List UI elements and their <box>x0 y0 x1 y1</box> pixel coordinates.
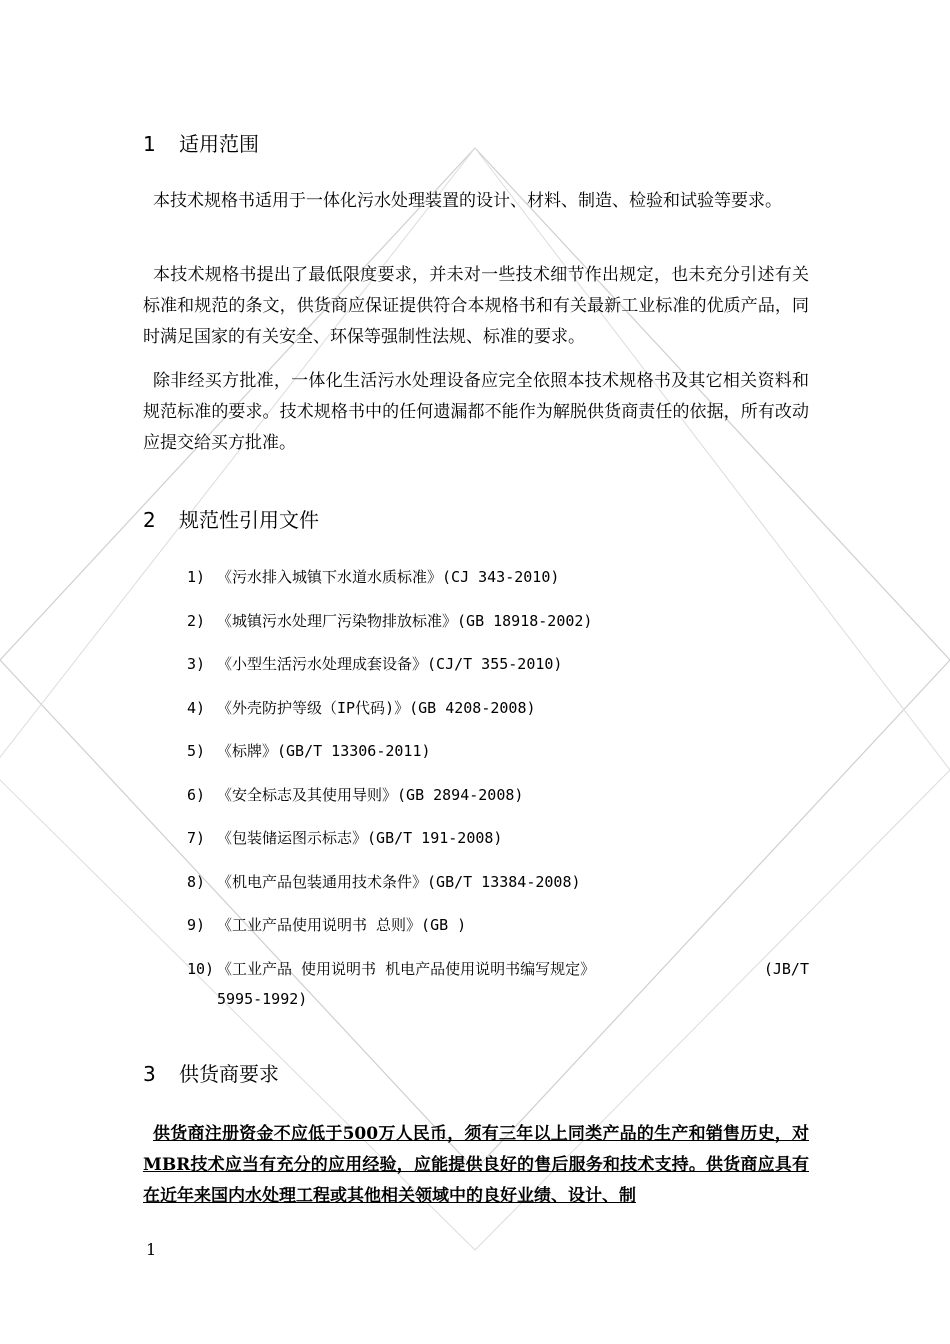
section-1-heading <box>143 128 259 157</box>
reference-text: 《包装储运图示标志》(GB/T 191-2008) <box>217 829 503 847</box>
reference-text: 《城镇污水处理厂污染物排放标准》(GB 18918-2002) <box>217 612 593 630</box>
reference-item <box>187 867 809 897</box>
reference-left <box>187 954 595 984</box>
reference-item <box>187 823 809 853</box>
reference-text: 《污水排入城镇下水道水质标准》(CJ 343-2010) <box>217 568 560 586</box>
section-title: 供货商要求 <box>179 1062 279 1086</box>
reference-item <box>187 736 809 766</box>
reference-line <box>187 954 809 984</box>
reference-index: 7) <box>187 829 206 847</box>
reference-index: 1) <box>187 568 206 586</box>
paragraph: 除非经买方批准，一体化生活污水处理设备应完全依照本技术规格书及其它相关资料和规范标准的要求。技术规格书中的任何遗漏都不能作为解脱供货商责任的依据，所有改动应提交给买方批准。 <box>143 371 809 453</box>
reference-index: 6) <box>187 786 206 804</box>
reference-text: 《标牌》(GB/T 13306-2011) <box>217 742 431 760</box>
reference-text: 《安全标志及其使用导则》(GB 2894-2008) <box>217 786 524 804</box>
section-number: 2 <box>143 508 156 532</box>
reference-index: 4) <box>187 699 206 717</box>
reference-index: 5) <box>187 742 206 760</box>
reference-index: 8) <box>187 873 206 891</box>
section-3-heading <box>143 1058 279 1087</box>
reference-item <box>187 910 809 940</box>
reference-text: 《机电产品包装通用技术条件》(GB/T 13384-2008) <box>217 873 581 891</box>
reference-item <box>187 649 809 679</box>
reference-index: 9) <box>187 916 206 934</box>
reference-item <box>187 780 809 810</box>
reference-text: 《小型生活污水处理成套设备》(CJ/T 355-2010) <box>217 655 563 673</box>
reference-index: 10) <box>187 960 215 978</box>
page-number: 1 <box>146 1240 157 1259</box>
section-number: 1 <box>143 132 156 156</box>
reference-item <box>187 562 809 592</box>
paragraph-bold-underlined: 供货商注册资金不应低于500万人民币，须有三年以上同类产品的生产和销售历史，对MBR技术应当有充分的应用经验，应能提供良好的售后服务和技术支持。供货商应具有在近年来国内水处理工程或其他相关领域中的良好业绩、设计、制 <box>143 1124 809 1206</box>
section-2-heading <box>143 504 319 533</box>
reference-item-10 <box>187 954 809 1014</box>
reference-index: 3) <box>187 655 206 673</box>
reference-text-right: (JB/T <box>763 960 809 978</box>
paragraph: 本技术规格书适用于一体化污水处理装置的设计、材料、制造、检验和试验等要求。 <box>153 191 782 211</box>
reference-item <box>187 693 809 723</box>
reference-text-continued: 5995-1992) <box>217 990 308 1008</box>
section-number: 3 <box>143 1062 156 1086</box>
section-title: 规范性引用文件 <box>179 508 319 532</box>
reference-text: 《外壳防护等级（IP代码)》(GB 4208-2008) <box>217 699 536 717</box>
section-title: 适用范围 <box>179 132 259 156</box>
reference-text: 《工业产品 使用说明书 机电产品使用说明书编写规定》 <box>217 960 596 978</box>
reference-index: 2) <box>187 612 206 630</box>
paragraph: 本技术规格书提出了最低限度要求，并未对一些技术细节作出规定，也未充分引述有关标准和规范的条文，供货商应保证提供符合本规格书和有关最新工业标准的优质产品，同时满足国家的有关安全、环保等强制性法规、标准的要求。 <box>143 265 809 347</box>
reference-item <box>187 606 809 636</box>
reference-text: 《工业产品使用说明书 总则》(GB ) <box>217 916 467 934</box>
